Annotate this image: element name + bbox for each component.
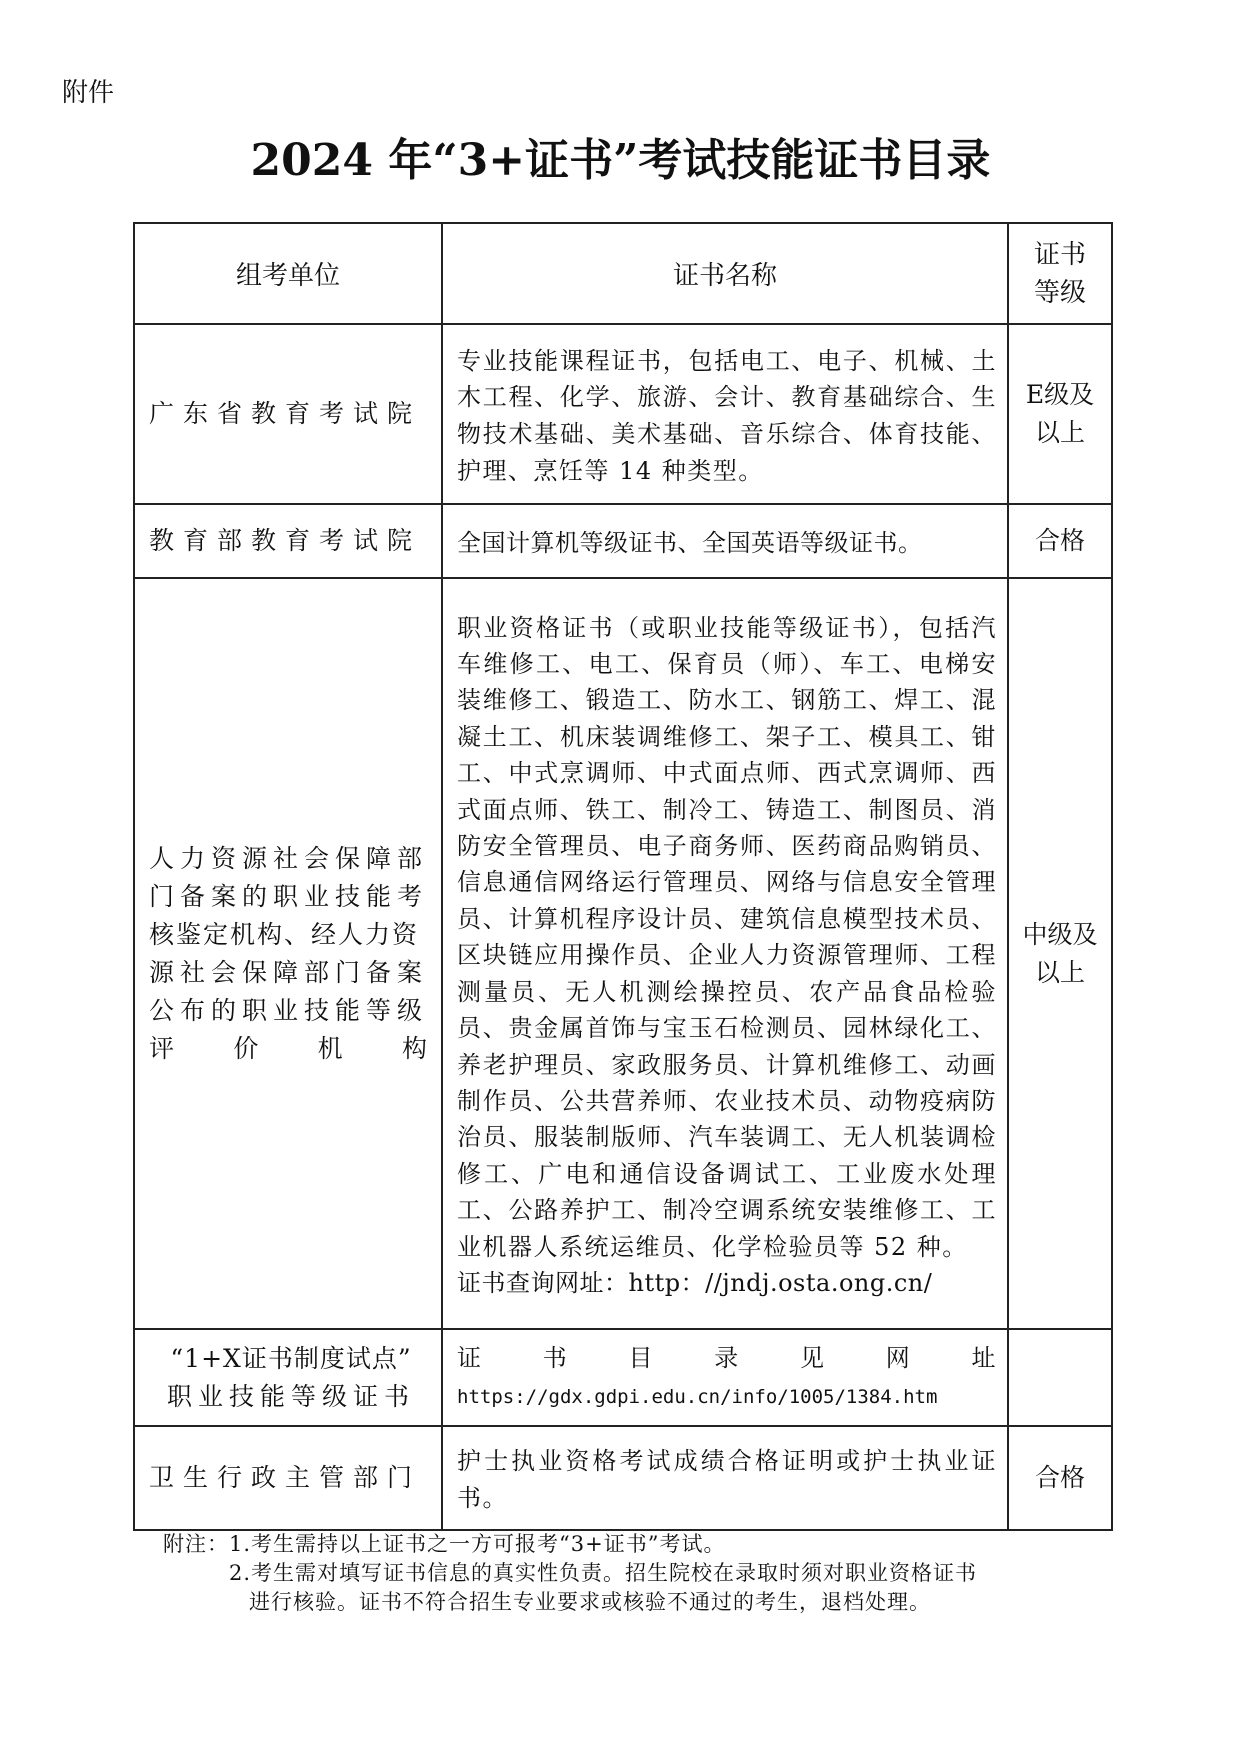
row1-certificate: 专业技能课程证书，包括电工、电子、机械、土木工程、化学、旅游、会计、教育基础综合、生物技术基础、美术基础、音乐综合、体育技能、护理、烹饪等 14 种类型。: [442, 324, 1008, 504]
row4-certificate-url: https://gdx.gdpi.edu.cn/info/1005/1384.htm: [457, 1385, 938, 1408]
header-level: [1008, 223, 1112, 324]
row5-level: 合格: [1008, 1426, 1112, 1530]
header-level-line2: 等级: [1033, 277, 1086, 308]
header-level-line1: 证书: [1033, 239, 1086, 270]
row3-unit-line: 人力资源社会保障部: [149, 843, 429, 873]
row3-unit: [134, 578, 442, 1329]
row3-unit-line: 门备案的职业技能考: [149, 881, 429, 911]
footnote-text: 1.考生需持以上证书之一方可报考“3+证书”考试。: [229, 1532, 726, 1556]
row3-query-url: 证书查询网址：http：//jndj.osta.ong.cn/: [457, 1268, 933, 1297]
attachment-label: 附件: [62, 78, 115, 108]
table-row: [134, 578, 1112, 1329]
table-row: [134, 1329, 1112, 1426]
row3-unit-line: 评价机构: [149, 1033, 433, 1063]
footnote-text: 2.考生需对填写证书信息的真实性负责。招生院校在录取时须对职业资格证书: [229, 1561, 978, 1585]
row2-certificate: 全国计算机等级证书、全国英语等级证书。: [442, 504, 1008, 578]
table-row: [134, 324, 1112, 504]
row3-level: 中级及以上: [1008, 578, 1112, 1329]
table-header-row: [134, 223, 1112, 324]
page-title: 2024 年“3+证书”考试技能证书目录: [250, 135, 991, 186]
footnote-item: [163, 1530, 1093, 1559]
table-row: [134, 504, 1112, 578]
row4-level: [1008, 1329, 1112, 1426]
footnote-item: [163, 1588, 1093, 1617]
footnote-text: 进行核验。证书不符合招生专业要求或核验不通过的考生，退档处理。: [249, 1590, 931, 1614]
row4-certificate-line1: 证书目录见网址: [457, 1343, 997, 1372]
row5-certificate: 护士执业资格考试成绩合格证明或护士执业证书。: [442, 1426, 1008, 1530]
row3-unit-line: 源社会保障部门备案: [149, 957, 429, 987]
row4-unit: [134, 1329, 442, 1426]
row3-certificate: [442, 578, 1008, 1329]
row4-unit-line1: “1+X证书制度试点”: [170, 1343, 412, 1373]
certificate-table: [133, 222, 1113, 1531]
row5-unit: 卫生行政主管部门: [134, 1426, 442, 1530]
footnotes: [163, 1530, 1093, 1617]
row1-unit: 广东省教育考试院: [134, 324, 442, 504]
table-row: [134, 1426, 1112, 1530]
footnote-lead: 附注：: [163, 1532, 229, 1556]
row2-level: 合格: [1008, 504, 1112, 578]
row3-certificate-text: 职业资格证书（或职业技能等级证书），包括汽车维修工、电工、保育员（师）、车工、电梯安装维修工、锻造工、防水工、钢筋工、焊工、混凝土工、机床装调维修工、架子工、模具工、钳工、中式烹调师、中式面点师、西式烹调师、西式面点师、铁工、制冷工、铸造工、制图员、消防安全管理员、电子商务师、医药商品购销员、信息通信网络运行管理员、网络与信息安全管理员、计算机程序设计员、建筑信息模型技术员、区块链应用操作员、企业人力资源管理师、工程测量员、无人机测绘操控员、农产品食品检验员、贵金属首饰与宝玉石检测员、园林绿化工、养老护理员、家政服务员、计算机维修工、动画制作员、公共营养师、农业技术员、动物疫病防治员、服装制版师、汽车装调工、无人机装调检修工、广电和通信设备调试工、工业废水处理工、公路养护工、制冷空调系统安装维修工、工业机器人系统运维员、化学检验员等 52 种。: [457, 613, 997, 1261]
footnote-item: [163, 1559, 1093, 1588]
row4-certificate: [442, 1329, 1008, 1426]
row1-level: E级及以上: [1008, 324, 1112, 504]
row3-unit-line: 核鉴定机构、经人力资: [149, 919, 420, 949]
row2-unit: 教育部教育考试院: [134, 504, 442, 578]
header-certificate: 证书名称: [442, 223, 1008, 324]
row3-unit-line: 公布的职业技能等级: [149, 995, 429, 1025]
header-unit: 组考单位: [134, 223, 442, 324]
row4-unit-line2: 职业技能等级证书: [166, 1381, 415, 1411]
